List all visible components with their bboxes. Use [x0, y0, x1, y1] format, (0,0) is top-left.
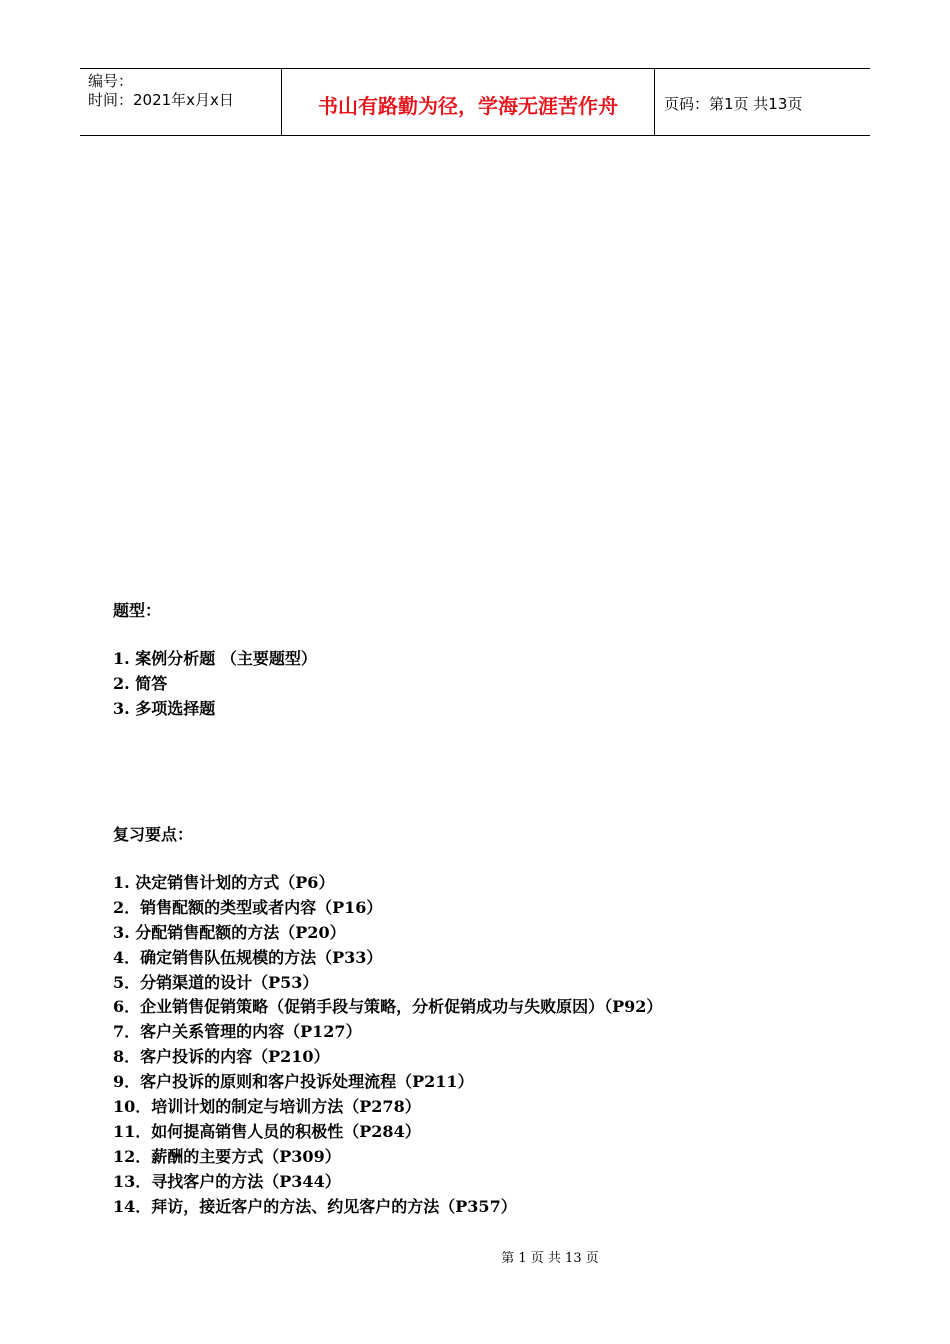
list-item: 9．客户投诉的原则和客户投诉处理流程（P211） — [113, 1072, 474, 1092]
list-item: 2. 简答 — [113, 673, 168, 693]
question-types-list — [113, 647, 317, 722]
list-item: 2．销售配额的类型或者内容（P16） — [113, 897, 383, 917]
list-item: 12．薪酬的主要方式（P309） — [113, 1146, 341, 1166]
list-item: 13．寻找客户的方法（P344） — [113, 1171, 341, 1191]
document-number-label: 编号： — [88, 72, 134, 90]
list-item: 4．确定销售队伍规模的方法（P33） — [113, 947, 383, 967]
review-points-list — [113, 871, 662, 1219]
list-item: 14．拜访，接近客户的方法、约见客户的方法（P357） — [113, 1196, 517, 1216]
list-item: 1. 案例分析题 （主要题型） — [113, 649, 317, 668]
list-item: 10．培训计划的制定与培训方法（P278） — [113, 1097, 421, 1117]
header-meta — [80, 69, 282, 135]
list-item: 3. 分配销售配额的方法（P20） — [113, 922, 346, 942]
header-motto: 书山有路勤为径，学海无涯苦作舟 — [282, 69, 655, 135]
page-header — [80, 68, 870, 136]
list-item: 6．企业销售促销策略（促销手段与策略，分析促销成功与失败原因）（P92） — [113, 997, 663, 1017]
list-item: 7．客户关系管理的内容（P127） — [113, 1022, 362, 1042]
list-item: 8．客户投诉的内容（P210） — [113, 1047, 330, 1067]
review-points-title: 复习要点： — [113, 825, 194, 844]
document-time-label: 时间：2021年x月x日 — [88, 91, 234, 109]
page-footer: 第 1 页 共 13 页 — [501, 1251, 599, 1266]
header-page-info: 页码：第1页 共13页 — [664, 94, 803, 113]
list-item: 1. 决定销售计划的方式（P6） — [113, 873, 335, 892]
question-types-title: 题型： — [113, 601, 162, 620]
list-item: 3. 多项选择题 — [113, 698, 216, 718]
list-item: 5．分销渠道的设计（P53） — [113, 972, 319, 992]
list-item: 11．如何提高销售人员的积极性（P284） — [113, 1121, 421, 1141]
